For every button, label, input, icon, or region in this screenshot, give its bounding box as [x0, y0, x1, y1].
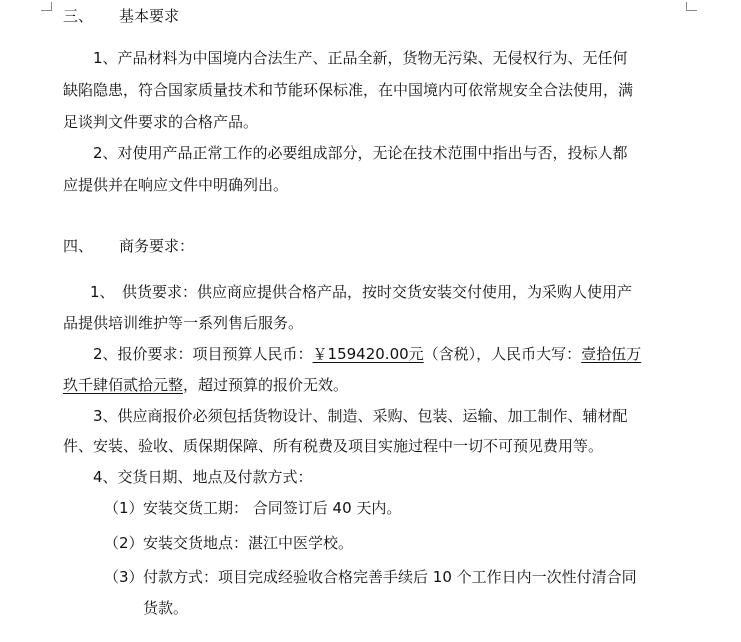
paragraph-line: 足谈判文件要求的合格产品。	[63, 113, 259, 131]
list-item-text: 货款。	[143, 599, 189, 617]
section-number: 三、	[63, 7, 94, 25]
section-title: 商务要求：	[119, 237, 195, 255]
list-item-text: 安装交货工期： 合同签订后 40 天内。	[143, 499, 402, 517]
paragraph-line: 品提供培训维护等一系列售后服务。	[63, 314, 304, 332]
paragraph-line: 2、对使用产品正常工作的必要组成部分，无论在技术范围中指出与否，投标人都	[93, 144, 628, 162]
paragraph-line: 件、安装、验收、质保期保障、所有税费及项目实施过程中一切不可预见费用等。	[63, 437, 604, 455]
list-item-number: （2）	[104, 534, 144, 552]
price-note: ，超过预算的报价无效。	[183, 376, 349, 394]
paragraph-line: 供货要求：供应商应提供合格产品，按时交货安装交付使用，为采购人使用产	[122, 283, 633, 301]
paragraph-line	[93, 344, 641, 364]
paragraph-line: 1、产品材料为中国境内合法生产、正品全新，货物无污染、无侵权行为、无任何	[93, 49, 628, 67]
budget-amount-uppercase: 玖千肆佰贰拾元整	[63, 376, 184, 394]
paragraph-line: 4、交货日期、地点及付款方式：	[93, 468, 313, 486]
paragraph-line: 应提供并在响应文件中明确列出。	[63, 176, 289, 194]
list-item-number: （1）	[104, 499, 144, 517]
budget-amount-uppercase: 壹拾伍万	[581, 345, 642, 363]
section-heading-4	[0, 236, 741, 256]
list-item-number: 1、	[90, 283, 115, 301]
list-item-text: 安装交货地点：湛江中医学校。	[143, 534, 354, 552]
paragraph-line: 缺陷隐患，符合国家质量技术和节能环保标准，在中国境内可依常规安全合法使用，满	[63, 81, 634, 99]
price-label: 2、报价要求：项目预算人民币：	[93, 345, 313, 363]
tax-note: （含税），人民币大写：	[423, 345, 582, 363]
section-title: 基本要求	[119, 7, 180, 25]
section-number: 四、	[63, 237, 94, 255]
paragraph-line	[63, 375, 348, 395]
section-heading-3	[0, 6, 741, 26]
budget-amount: ￥159420.00元	[312, 345, 424, 363]
list-item-number: （3）	[104, 568, 144, 586]
paragraph-line: 3、供应商报价必须包括货物设计、制造、采购、包装、运输、加工制作、辅材配	[93, 407, 628, 425]
list-item-text: 付款方式：项目完成经验收合格完善手续后 10 个工作日内一次性付清合同	[143, 568, 637, 586]
